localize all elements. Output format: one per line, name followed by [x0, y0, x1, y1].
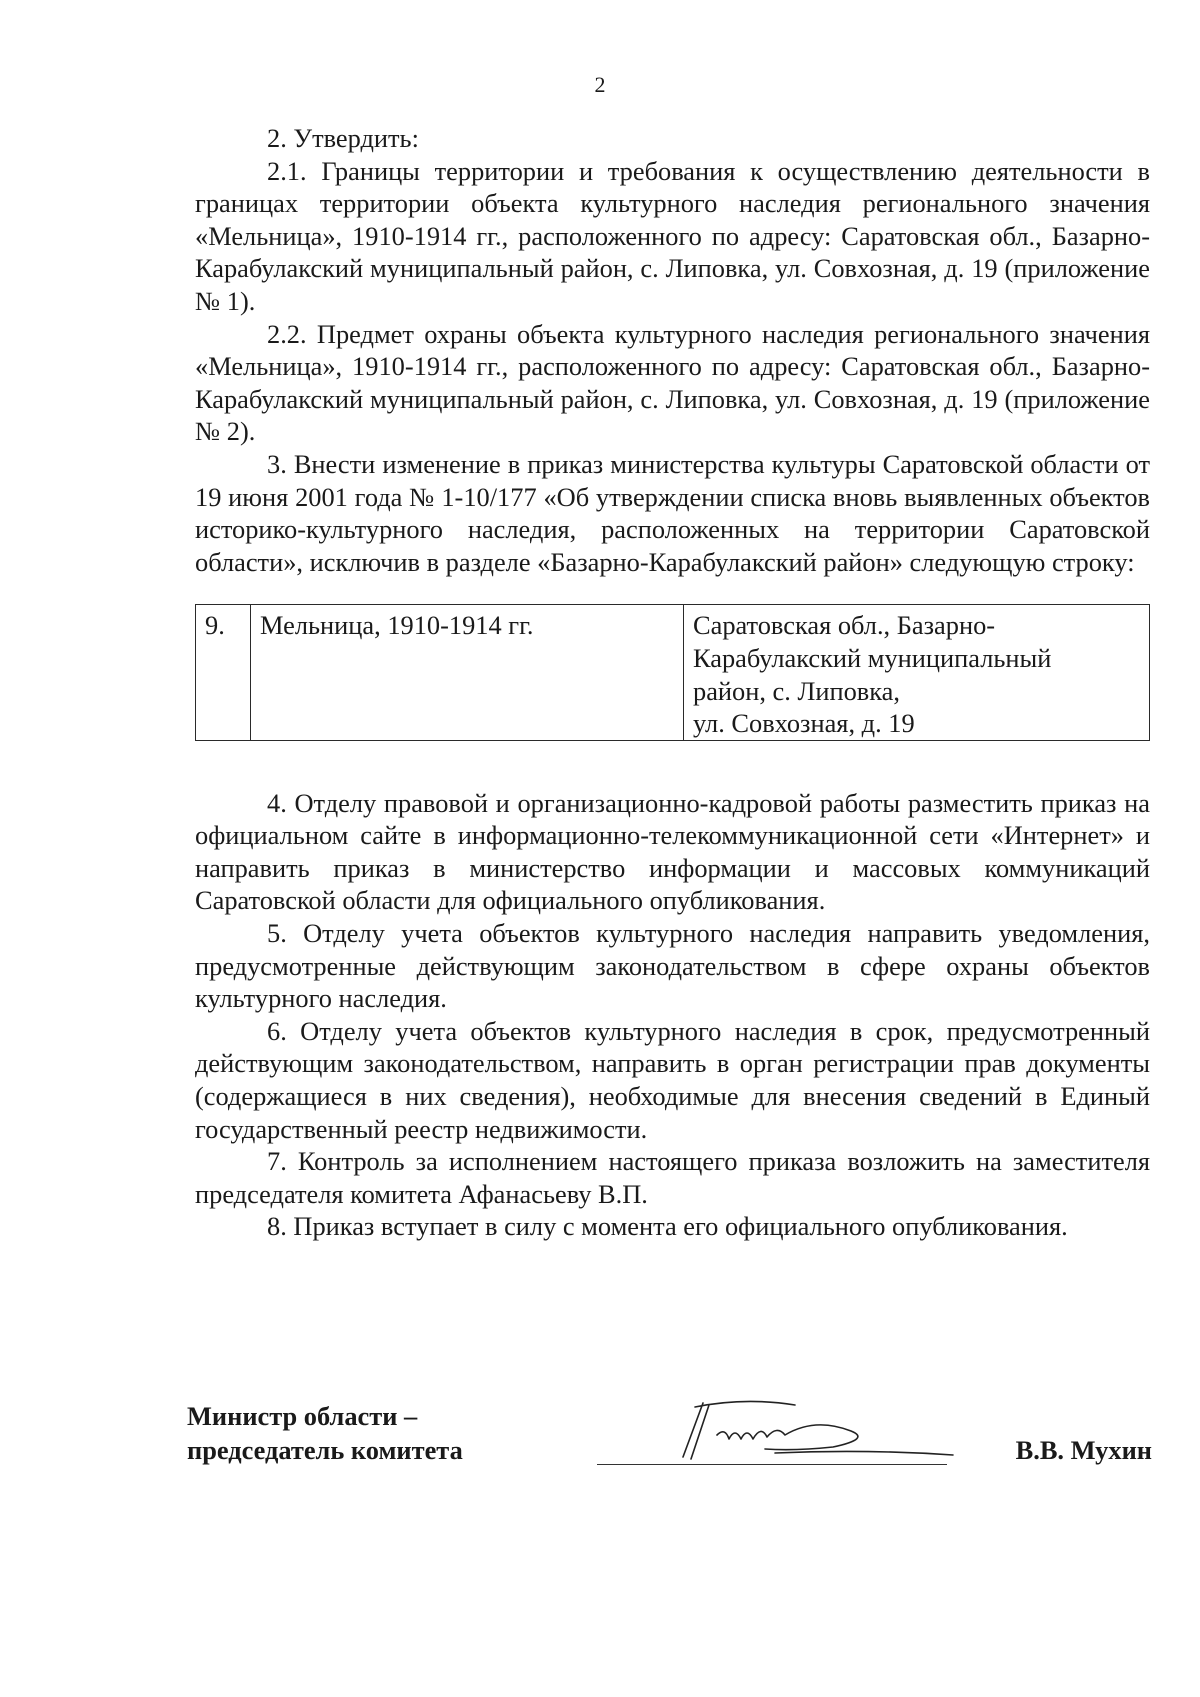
address-line: район, с. Липовка,: [693, 675, 900, 706]
address-line: Карабулакский муниципальный: [693, 642, 1052, 673]
signatory-name: В.В. Мухин: [1015, 1435, 1152, 1465]
document-body: [195, 122, 1150, 1243]
address-line: ул. Совхозная, д. 19: [693, 708, 915, 739]
handwritten-signature-icon: [665, 1395, 955, 1475]
paragraph-2-1: 2.1. Границы территории и требования к осуществлению деятельности в границах территории объекта культурного наследия регионального значения «Мельница», 1910-1914 гг., расположенного по адресу: Саратовская обл., Базарно-Карабулакский муниципальный район, с. Липовка, ул. Совхозная, д. 19 (приложение № 1).: [195, 155, 1150, 316]
address-line: Саратовская обл., Базарно-: [693, 610, 996, 641]
table-row: [196, 605, 1150, 740]
signatory-title-line-2: председатель комитета: [187, 1435, 463, 1465]
paragraph-7: 7. Контроль за исполнением настоящего приказа возложить на заместителя председателя комитета Афанасьеву В.П.: [195, 1146, 1150, 1209]
page-number: 2: [594, 72, 606, 97]
table-cell-number: 9.: [196, 605, 251, 740]
table-cell-address: [684, 605, 1150, 740]
signature-block: [187, 1400, 1152, 1490]
paragraph-6: 6. Отделу учета объектов культурного наследия в срок, предусмотренный действующим законодательством, направить в орган регистрации прав документы (содержащиеся в них сведения), необходимые для внесения сведений в Единый государственный реестр недвижимости.: [195, 1015, 1150, 1144]
paragraph-5: 5. Отделу учета объектов культурного наследия направить уведомления, предусмотренные действующим законодательством в сфере охраны объектов культурного наследия.: [195, 918, 1150, 1014]
paragraph-3: 3. Внести изменение в приказ министерства культуры Саратовской области от 19 июня 2001 года № 1-10/177 «Об утверждении списка вновь выявленных объектов историко-культурного наследия, расположенных на территории Саратовской области», исключив в разделе «Базарно-Карабулакский район» следующую строку:: [195, 448, 1150, 577]
paragraph-2-2: 2.2. Предмет охраны объекта культурного наследия регионального значения «Мельница», 1910-1914 гг., расположенного по адресу: Саратовская обл., Базарно-Карабулакский муниципальный район, с. Липовка, ул. Совхозная, д. 19 (приложение № 2).: [195, 318, 1150, 447]
paragraph-8: 8. Приказ вступает в силу с момента его официального опубликования.: [267, 1211, 1068, 1242]
paragraph-2: 2. Утвердить:: [267, 123, 419, 153]
table-cell-name: Мельница, 1910-1914 гг.: [251, 605, 684, 740]
signatory-title-line-1: Министр области –: [187, 1401, 418, 1431]
paragraph-4: 4. Отделу правовой и организационно-кадровой работы разместить приказ на официальном сайте в информационно-телекоммуникационной сети «Интернет» и направить приказ в министерство информации и массовых коммуникаций Саратовской области для официального опубликования.: [195, 787, 1150, 916]
heritage-object-table: [195, 604, 1150, 740]
